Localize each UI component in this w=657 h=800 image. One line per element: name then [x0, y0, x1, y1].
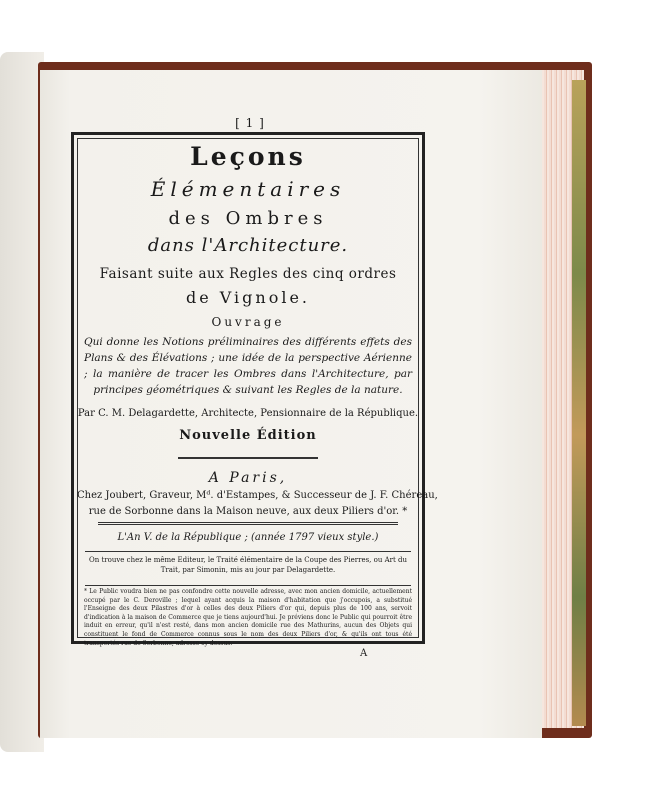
- ornamental-rule: [178, 457, 318, 459]
- double-rule: [98, 522, 398, 525]
- title-line-2: Élémentaires: [150, 177, 346, 201]
- description: Qui donne les Notions préliminaires des différents effets des Plans & des Élévations ; une idée de la perspective Aérienne ; la manière de tracer les Ombres dans l'Architecture, par principes géométriques & suivant les Regles de la nature.: [84, 336, 412, 396]
- title-line-4: dans l'Architecture.: [147, 235, 349, 256]
- marbled-endpaper: [572, 80, 586, 726]
- footnote: * Le Public voudra bien ne pas confondre cette nouvelle adresse, avec mon ancien domicile, actuellement occupé par le C. Deroville ; lequel ayant acquis la maison d'habitation que j'occupois, a substitué l'Enseigne des deux Pilastres d'or à celles des deux Piliers d'or qui, depuis plus de 100 ans, servoit d'indication à la maison de Commerce que je tiens aujourd'hui. Je préviens donc le Public qui pourroit être induit en erreur, qu'il n'est resté, dans mon ancien domicile rue des Mathurins, aucun des Objets qui constituent le fond de Commerce connus sous le nom des deux Piliers d'or, & qu'ils ont tous été transportés rue de Sorbonne, adresse cy-dessus.: [84, 588, 412, 647]
- title-line-3: des Ombres: [168, 208, 328, 229]
- publication-date: L'An V. de la République ; (année 1797 vieux style.): [117, 532, 379, 543]
- divider-rule-2: [85, 585, 411, 586]
- subtitle-line-1: Faisant suite aux Regles des cinq ordres: [99, 266, 397, 282]
- publisher-line-2: rue de Sorbonne dans la Maison neuve, aux deux Piliers d'or. *: [88, 506, 408, 517]
- ouvrage-label: Ouvrage: [211, 315, 285, 329]
- page-number: [ 1 ]: [235, 116, 265, 130]
- publisher-line-1: Chez Joubert, Graveur, Mᵈ. d'Estampes, & Successeur de J. F. Chéreau,: [77, 490, 438, 501]
- publisher-note: On trouve chez le même Editeur, le Traité élémentaire de la Coupe des Pierres, ou Art du Trait, par Simonin, mis au jour par Delagardette.: [88, 556, 408, 574]
- signature-mark: A: [360, 648, 368, 659]
- author-line: Par C. M. Delagardette, Architecte, Pensionnaire de la République.: [77, 408, 419, 419]
- divider-rule: [85, 551, 411, 552]
- edition-label: Nouvelle Édition: [179, 428, 317, 443]
- city: A Paris,: [208, 470, 288, 486]
- subtitle-line-2: de Vignole.: [185, 288, 311, 307]
- title-line-1: Leçons: [190, 142, 306, 171]
